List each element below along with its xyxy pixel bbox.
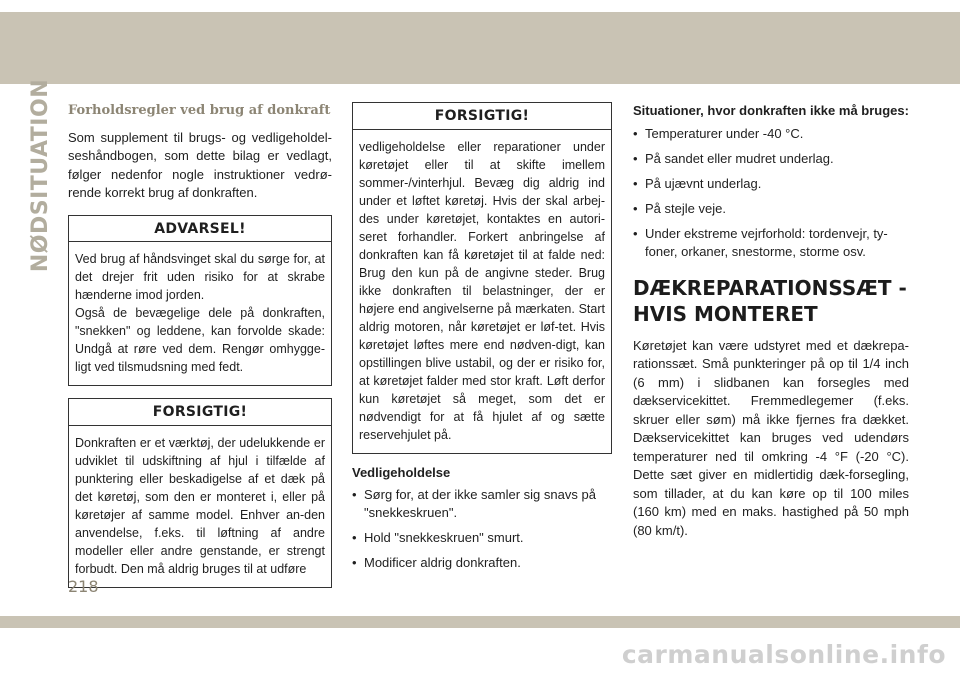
- bullet-icon: •: [633, 225, 638, 241]
- bullet-icon: •: [633, 125, 638, 141]
- maintenance-heading: Vedligeholdelse: [352, 464, 451, 480]
- list-item: • På stejle veje.: [633, 200, 726, 216]
- caution-title-1: FORSIGTIG!: [69, 399, 331, 426]
- bullet-icon: •: [633, 200, 638, 216]
- caution-box-1: [68, 398, 332, 588]
- column-1: [68, 102, 332, 598]
- list-item: • Under ekstreme vejrforhold: tordenvejr, ty-foner, orkaner, snestorme, storme osv.: [633, 225, 888, 259]
- top-margin: [0, 0, 960, 12]
- list-item: • Hold "snekkeskruen" smurt.: [352, 530, 524, 545]
- tire-repair-kit-paragraph: Køretøjet kan være udstyret med et dækrepa-rationssæt. Små punkteringer på op til 1/4 inch (6 mm) i slidbanen kan forsegles med dækservicekittet. Fremmedlegemer (f.eks. skruer eller søm) må ikke fjernes fra dækket. Dækservicekittet kan bruges ved udendørs temperaturer ned til omkring -4 °F (-20 °C). Dette sæt giver en midlertidig dæk-forsegling, som tillader, at du kan køre op til 100 miles (160 km) med en maks. hastighed på 50 mph (80 km/t).: [633, 337, 909, 538]
- list-item: • Modificer aldrig donkraften.: [352, 555, 521, 570]
- jack-precautions-heading: Forholdsregler ved brug af donkraft: [68, 103, 331, 118]
- column-2: [352, 102, 612, 579]
- chapter-tab-label: NØDSITUATION: [28, 78, 54, 272]
- warning-paragraph-2: Også de bevægelige dele på donkraften, "snekken" og leddene, kan forvolde skade: Undgå at røre ved dem. Rengør omhygge-ligt ved tilsmudsning med fedt.: [75, 306, 325, 374]
- footer-band: [0, 616, 960, 628]
- list-item: • Sørg for, at der ikke samler sig snavs på "snekkeskruen".: [352, 487, 596, 520]
- warning-title: ADVARSEL!: [69, 216, 331, 243]
- watermark: carmanualsonline.info: [621, 640, 946, 669]
- warning-paragraph-1: Ved brug af håndsvinget skal du sørge for, at det drejer frit uden risiko for at skrabe hænderne imod jorden.: [75, 252, 325, 302]
- list-item: • Temperaturer under -40 °C.: [633, 125, 804, 141]
- bullet-icon: •: [633, 175, 638, 191]
- warning-box: [68, 215, 332, 387]
- chapter-tab: [28, 78, 54, 272]
- bullet-icon: •: [352, 530, 357, 545]
- tire-repair-kit-title: [633, 275, 909, 327]
- caution-title-2: FORSIGTIG!: [353, 103, 611, 130]
- bullet-icon: •: [633, 150, 638, 166]
- list-item: • På sandet eller mudret underlag.: [633, 150, 834, 166]
- situations-heading: Situationer, hvor donkraften ikke må bruges:: [633, 103, 909, 118]
- warning-body: [69, 242, 331, 385]
- intro-paragraph: Som supplement til brugs- og vedligeholdel-seshåndbogen, som dette bilag er vedlagt, følger nedenfor nogle instruktioner vedrø-rende korrekt brug af donkraften.: [68, 129, 332, 200]
- page-number: 218: [68, 577, 99, 596]
- list-item: • På ujævnt underlag.: [633, 175, 762, 191]
- maintenance-list: [352, 486, 612, 572]
- header-band: [0, 12, 960, 84]
- bullet-icon: •: [352, 555, 357, 570]
- caution-body-2: vedligeholdelse eller reparationer under køretøjet eller til at skifte imellem sommer-/vinterhjul. Bevæg dig aldrig ind under et løftet køretøj. Hvis der skal arbej-des under køretøjet, kontaktes en autori-seret forhandler. Forkert anbringelse af donkraften kan få køretøjet til at falde ned: Brug den kun på de angivne steder. Brug ikke donkraften til belastninger, der er højere end angivelserne på mærkaten. Start aldrig motoren, når køretøjet er løf-tet. Hvis køretøjet løftes mere end nødven-digt, kan opstillingen blive ustabil, og der er risiko for, at køretøjet falder med stor kraft. Løft derfor kun køretøjet så meget, som det er nødvendigt for at få hjulet af og sætte reservehjulet på.: [359, 139, 605, 442]
- caution-box-2: [352, 102, 612, 454]
- section-title-line-1: DÆKREPARATIONSSÆT -: [633, 275, 907, 300]
- section-title-line-2: HVIS MONTERET: [633, 301, 818, 326]
- bullet-icon: •: [352, 487, 357, 502]
- column-3: [633, 102, 909, 546]
- caution-body-1: Donkraften er et værktøj, der udelukkende er udviklet til udskiftning af hjul i tilfælde af punktering eller beskadigelse af et dæk på det køretøj, som den er monteret i, eller på køretøjer af samme model. Enhver an-den anvendelse, f.eks. til løftning af andre modeller eller andre genstande, er strengt forbudt. Den må aldrig bruges til at udføre: [75, 435, 325, 576]
- situations-list: [633, 125, 909, 261]
